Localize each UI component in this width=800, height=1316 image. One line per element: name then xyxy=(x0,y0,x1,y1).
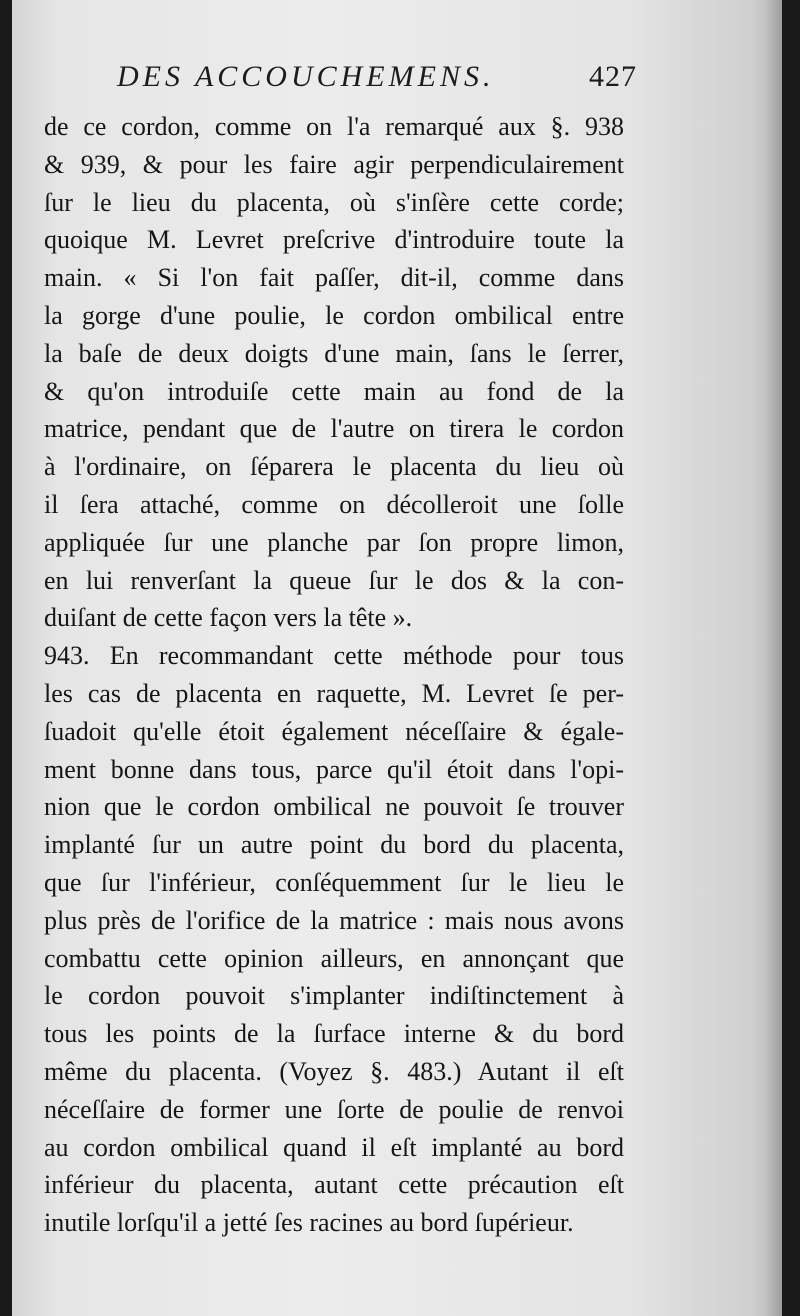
page-edge-shadow xyxy=(764,0,782,1316)
body-text xyxy=(44,108,624,1242)
text-line: & qu'on introduiſe cette main au fond de la xyxy=(44,376,624,406)
text-line: nion que le cordon ombilical ne pouvoit ſe trouver xyxy=(44,792,624,822)
text-line: que ſur l'inférieur, conſéquemment ſur le lieu le xyxy=(44,867,624,897)
text-line: il ſera attaché, comme on décolleroit une ſolle xyxy=(44,489,624,519)
text-line: appliquée ſur une planche par ſon propre limon, xyxy=(44,527,624,557)
text-line: & 939, & pour les faire agir perpendiculairement xyxy=(44,149,624,179)
text-line: la gorge d'une poulie, le cordon ombilical entre xyxy=(44,300,624,330)
text-line: matrice, pendant que de l'autre on tirera le cordon xyxy=(44,414,624,444)
text-line: ſuadoit qu'elle étoit également néceſſaire & égale- xyxy=(44,716,624,746)
text-line: duiſant de cette façon vers la tête ». xyxy=(44,603,413,633)
text-line: quoique M. Levret preſcrive d'introduire toute la xyxy=(44,225,624,255)
text-line: en lui renverſant la queue ſur le dos & la con- xyxy=(44,565,624,595)
text-line: main. « Si l'on fait paſſer, dit-il, comme dans xyxy=(44,263,624,293)
text-line: le cordon pouvoit s'implanter indiſtinctement à xyxy=(44,981,624,1011)
text-line: tous les points de la ſurface interne & du bord xyxy=(44,1019,624,1049)
page-number: 427 xyxy=(589,60,637,93)
text-line: 943. En recommandant cette méthode pour tous xyxy=(44,641,624,671)
text-line: ment bonne dans tous, parce qu'il étoit dans l'opi- xyxy=(44,754,624,784)
page-header xyxy=(117,60,637,100)
text-line: plus près de l'orifice de la matrice : mais nous avons xyxy=(44,905,624,935)
book-page xyxy=(12,0,782,1316)
text-line: même du placenta. (Voyez §. 483.) Autant il eſt xyxy=(44,1056,624,1086)
text-line: inférieur du placenta, autant cette précaution eſt xyxy=(44,1170,624,1200)
text-line: inutile lorſqu'il a jetté ſes racines au bord ſupérieur. xyxy=(44,1208,574,1238)
text-line: néceſſaire de former une ſorte de poulie de renvoi xyxy=(44,1094,624,1124)
text-line: à l'ordinaire, on ſéparera le placenta du lieu où xyxy=(44,452,624,482)
running-title: DES ACCOUCHEMENS. xyxy=(117,60,495,93)
text-line: la baſe de deux doigts d'une main, ſans le ſerrer, xyxy=(44,338,624,368)
text-line: implanté ſur un autre point du bord du placenta, xyxy=(44,830,624,860)
text-line: combattu cette opinion ailleurs, en annonçant que xyxy=(44,943,624,973)
text-line: au cordon ombilical quand il eſt implanté au bord xyxy=(44,1132,624,1162)
text-line: les cas de placenta en raquette, M. Levret ſe per- xyxy=(44,678,624,708)
text-line: de ce cordon, comme on l'a remarqué aux §. 938 xyxy=(44,112,624,141)
text-line: ſur le lieu du placenta, où s'inſère cette corde; xyxy=(44,187,624,217)
